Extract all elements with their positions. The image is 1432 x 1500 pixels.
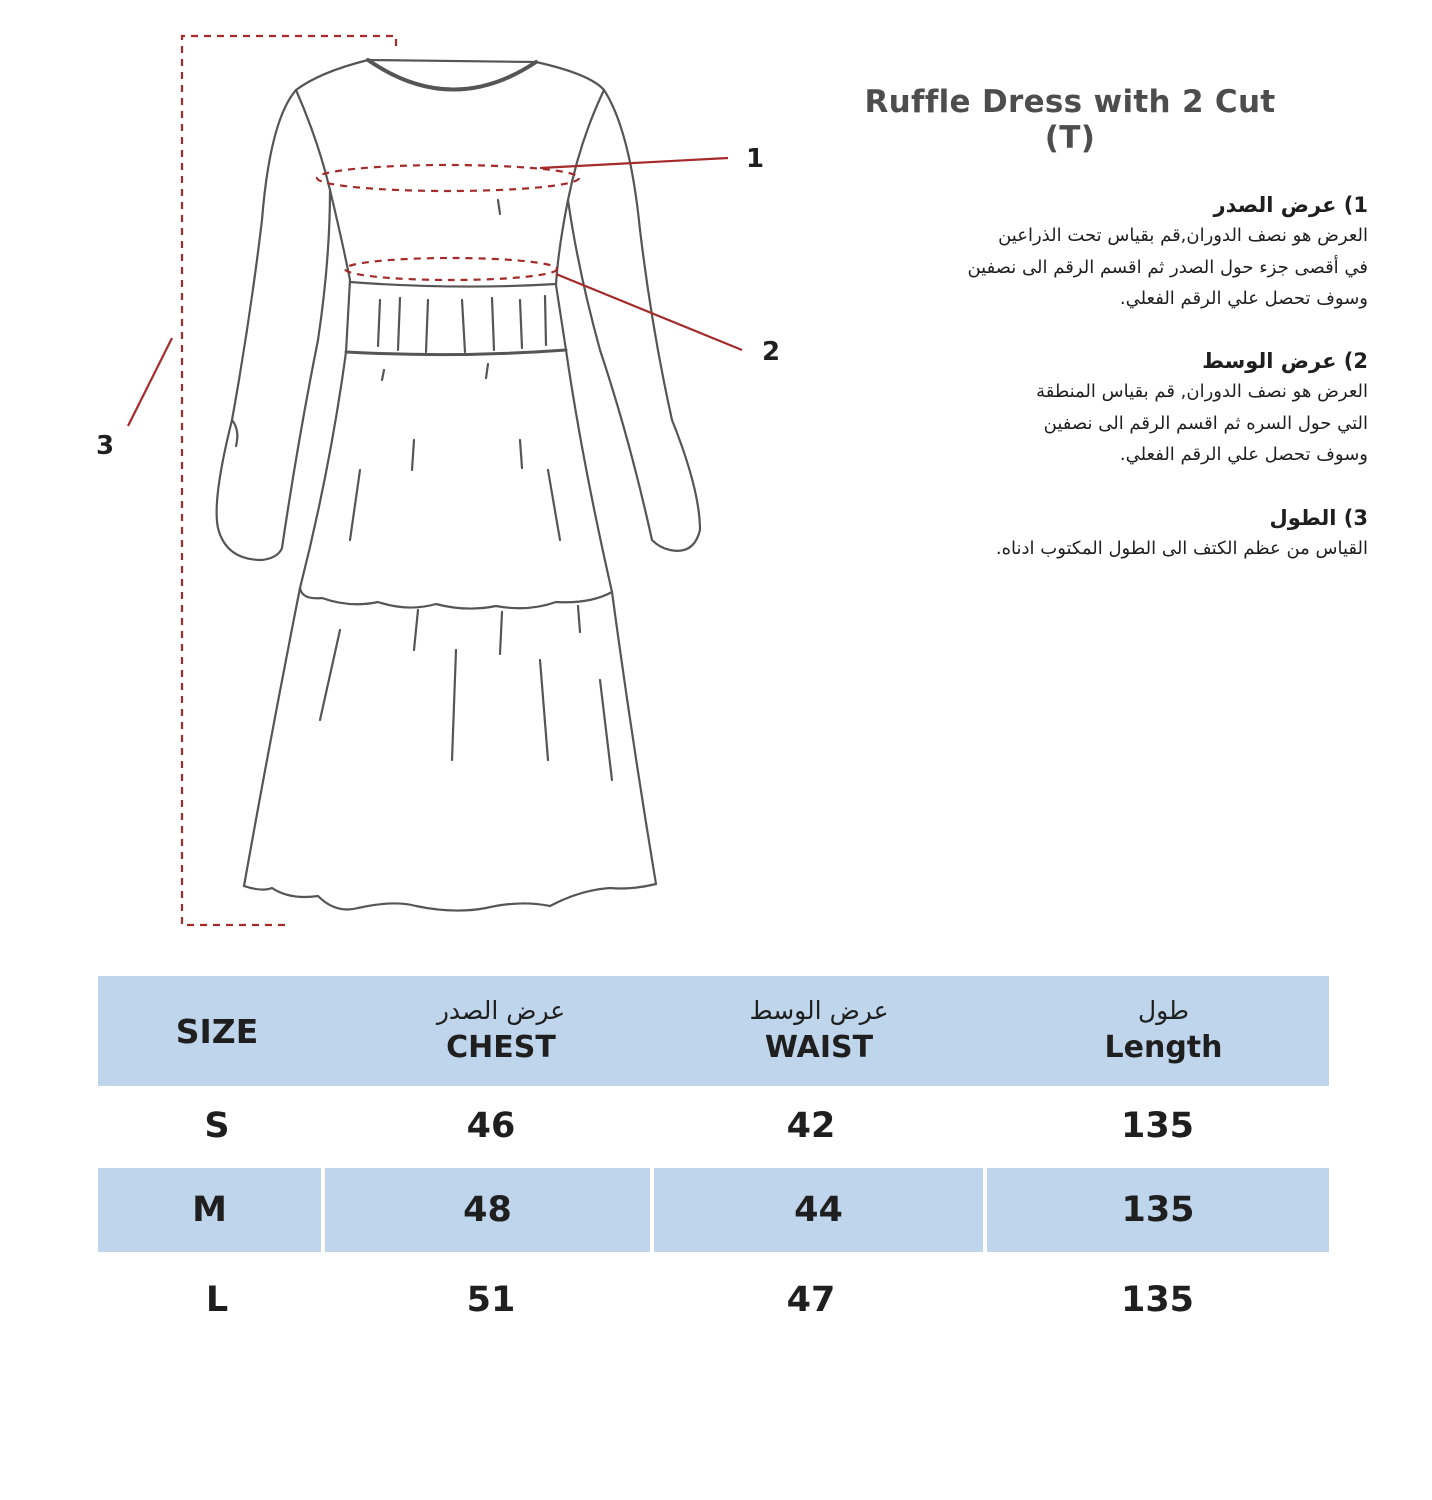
- waist-line: وسوف تحصل علي الرقم الفعلي.: [1119, 444, 1368, 465]
- callout-line-3: [128, 338, 172, 426]
- waist-header-cell: [656, 976, 982, 1086]
- length-cell: 135: [1120, 1280, 1195, 1320]
- length-measure-guide: [182, 36, 396, 925]
- waist-heading: 2) عرض الوسط: [1202, 349, 1368, 373]
- chest-measure-guide: [317, 165, 579, 191]
- dress-sketch: [0, 0, 820, 950]
- waist-header-arabic: عرض الوسط: [749, 996, 889, 1025]
- callout-line-2: [556, 274, 742, 350]
- skirt-tier-1: [300, 350, 612, 592]
- waist-description: [848, 346, 1368, 471]
- neck-back: [368, 60, 536, 62]
- size-header-label: SIZE: [175, 1011, 259, 1051]
- length-description: [848, 503, 1368, 565]
- waist-line: التي حول السره ثم اقسم الرقم الى نصفين: [1043, 412, 1368, 434]
- table-row: [98, 1258, 1329, 1342]
- length-line: القياس من عظم الكتف الى الطول المكتوب ادناه.: [995, 538, 1368, 559]
- left-sleeve: [217, 90, 330, 560]
- hem: [244, 884, 656, 911]
- size-cell: L: [205, 1280, 229, 1320]
- length-cell: 135: [1120, 1106, 1195, 1146]
- size-table-header: [98, 976, 1329, 1086]
- neckline: [368, 60, 536, 90]
- size-cell: S: [204, 1106, 230, 1146]
- length-heading: 3) الطول: [1269, 506, 1368, 530]
- length-cell: 135: [987, 1168, 1329, 1252]
- chest-header-cell: [338, 976, 664, 1086]
- waist-line: العرض هو نصف الدوران, قم بقياس المنطقة: [1036, 381, 1368, 402]
- chest-cell: 46: [466, 1106, 516, 1146]
- chest-line: وسوف تحصل علي الرقم الفعلي.: [1119, 288, 1368, 309]
- bodice-left: [296, 60, 368, 352]
- skirt-tier-2: [244, 588, 656, 886]
- chest-cell: 51: [466, 1280, 516, 1320]
- waist-band-top: [350, 282, 556, 287]
- chest-line: في أقصى جزء حول الصدر ثم اقسم الرقم الى نصفين: [967, 256, 1368, 278]
- callout-number-3: 3: [96, 431, 115, 461]
- waist-header-english: WAIST: [764, 1030, 874, 1065]
- waist-seam: [346, 350, 566, 355]
- table-row: [98, 1168, 1329, 1252]
- length-header-english: Length: [1104, 1030, 1223, 1065]
- size-header-cell: [98, 976, 336, 1086]
- chest-heading: 1) عرض الصدر: [1213, 193, 1368, 217]
- waist-cell: 42: [786, 1106, 836, 1146]
- waist-cell: 44: [654, 1168, 983, 1252]
- chest-header-arabic: عرض الصدر: [436, 996, 566, 1025]
- callout-number-1: 1: [746, 144, 765, 174]
- waist-measure-guide: [345, 258, 557, 280]
- chest-line: العرض هو نصف الدوران,قم بقياس تحت الذراعين: [998, 225, 1368, 246]
- callout-line-1: [540, 158, 728, 168]
- callout-number-2: 2: [762, 337, 781, 367]
- chest-description: [848, 190, 1368, 315]
- length-header-cell: [998, 976, 1329, 1086]
- product-title: Ruffle Dress with 2 Cut (T): [864, 84, 1276, 156]
- size-cell: M: [98, 1168, 321, 1252]
- length-header-arabic: طول: [1138, 996, 1189, 1025]
- chest-header-english: CHEST: [446, 1030, 556, 1065]
- table-row: [98, 1084, 1329, 1168]
- chest-cell: 48: [325, 1168, 650, 1252]
- waist-cell: 47: [786, 1280, 836, 1320]
